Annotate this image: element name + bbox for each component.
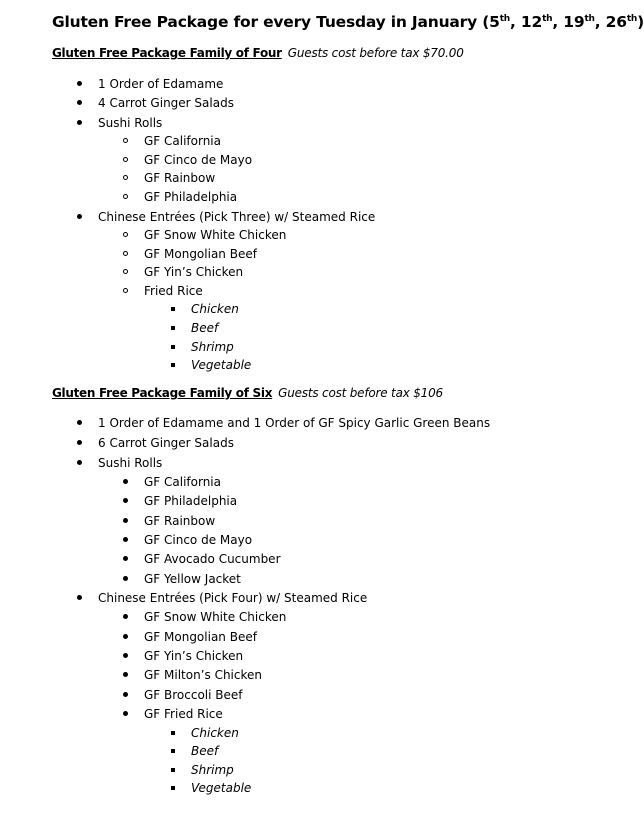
list-item-text: Vegetable <box>191 781 252 795</box>
list-item-text: GF Mongolian Beef <box>144 247 257 261</box>
bullet-icon <box>119 512 131 531</box>
section-title: Gluten Free Package Family of Four <box>52 46 282 60</box>
section-title: Gluten Free Package Family of Six <box>52 386 273 400</box>
list-item-text: GF Snow White Chicken <box>144 228 287 242</box>
list-item-text: GF Fried Rice <box>144 707 223 721</box>
title-date: 19 <box>563 13 585 31</box>
list-item-text: GF Snow White Chicken <box>144 610 287 624</box>
section-heading-four <box>52 46 464 60</box>
title-date: 5 <box>489 13 500 31</box>
title-text: Gluten Free Package for every Tuesday in January ( <box>52 13 490 31</box>
square-bullet-icon <box>167 742 179 761</box>
list-item-text: 6 Carrot Ginger Salads <box>98 436 234 450</box>
list-item-text: GF Yellow Jacket <box>144 572 241 586</box>
bullet-icon <box>119 666 131 685</box>
list-item-text: Beef <box>191 321 219 335</box>
section-heading-six <box>52 386 443 400</box>
square-bullet-icon <box>167 319 179 338</box>
circle-bullet-icon <box>119 263 131 282</box>
title-separator: , <box>510 13 521 31</box>
list-item-text: GF Rainbow <box>144 514 216 528</box>
section-cost: Guests cost before tax $106 <box>278 386 443 400</box>
list-item-text: GF Rainbow <box>144 171 216 185</box>
list-item-text: Fried Rice <box>144 284 203 298</box>
title-date-suffix: th <box>626 14 638 24</box>
circle-bullet-icon <box>119 245 131 264</box>
circle-bullet-icon <box>119 132 131 151</box>
list-item-text: 1 Order of Edamame and 1 Order of GF Spicy Garlic Green Beans <box>98 416 491 430</box>
circle-bullet-icon <box>119 226 131 245</box>
bullet-icon <box>119 647 131 666</box>
section-cost: Guests cost before tax $70.00 <box>287 46 464 60</box>
circle-bullet-icon <box>119 188 131 207</box>
circle-bullet-icon <box>119 282 131 301</box>
title-separator: , <box>594 13 606 31</box>
list-item-text: Shrimp <box>191 763 234 777</box>
bullet-icon <box>119 628 131 647</box>
list-item-text: GF Milton’s Chicken <box>144 668 262 682</box>
square-bullet-icon <box>167 338 179 357</box>
list-item-text: GF Philadelphia <box>144 494 238 508</box>
title-text: ) <box>637 13 644 31</box>
square-bullet-icon <box>167 761 179 780</box>
list-item-text: Chinese Entrées (Pick Three) w/ Steamed Rice <box>98 210 376 224</box>
bullet-icon <box>73 434 85 453</box>
bullet-icon <box>119 608 131 627</box>
list-item-text: GF Yin’s Chicken <box>144 649 244 663</box>
square-bullet-icon <box>167 779 179 798</box>
bullet-icon <box>73 454 85 473</box>
bullet-icon <box>73 208 85 227</box>
square-bullet-icon <box>167 356 179 375</box>
list-item-text: GF Cinco de Mayo <box>144 153 253 167</box>
list-item-text: Shrimp <box>191 340 234 354</box>
bullet-icon <box>73 414 85 433</box>
square-bullet-icon <box>167 724 179 743</box>
list-item-text: GF Broccoli Beef <box>144 688 243 702</box>
list-item-text: Sushi Rolls <box>98 456 163 470</box>
page-title <box>52 13 644 31</box>
bullet-icon <box>119 531 131 550</box>
bullet-icon <box>119 705 131 724</box>
circle-bullet-icon <box>119 151 131 170</box>
list-item-text: GF Avocado Cucumber <box>144 552 281 566</box>
title-date-suffix: th <box>584 14 595 24</box>
list-item-text: Beef <box>191 744 219 758</box>
title-date-suffix: th <box>542 14 553 24</box>
square-bullet-icon <box>167 300 179 319</box>
list-item-text: GF California <box>144 134 221 148</box>
bullet-icon <box>119 473 131 492</box>
title-date-suffix: th <box>499 14 511 24</box>
bullet-icon <box>73 94 85 113</box>
list-item-text: GF California <box>144 475 221 489</box>
bullet-icon <box>119 570 131 589</box>
bullet-icon <box>119 686 131 705</box>
list-item-text: GF Yin’s Chicken <box>144 265 244 279</box>
list-item-text: 4 Carrot Ginger Salads <box>98 96 234 110</box>
list-item-text: GF Cinco de Mayo <box>144 533 253 547</box>
list-item-text: GF Mongolian Beef <box>144 630 257 644</box>
bullet-icon <box>119 550 131 569</box>
list-item-text: Chicken <box>191 302 239 316</box>
title-date: 26 <box>605 13 627 31</box>
list-item-text: 1 Order of Edamame <box>98 77 224 91</box>
list-item-text: Vegetable <box>191 358 252 372</box>
circle-bullet-icon <box>119 169 131 188</box>
list-item-text: Sushi Rolls <box>98 116 163 130</box>
list-item-text: Chinese Entrées (Pick Four) w/ Steamed Rice <box>98 591 368 605</box>
list-item-text: GF Philadelphia <box>144 190 238 204</box>
bullet-icon <box>73 75 85 94</box>
title-separator: , <box>552 13 564 31</box>
bullet-icon <box>119 492 131 511</box>
bullet-icon <box>73 589 85 608</box>
title-date: 12 <box>520 13 543 31</box>
bullet-icon <box>73 114 85 133</box>
list-item-text: Chicken <box>191 726 239 740</box>
